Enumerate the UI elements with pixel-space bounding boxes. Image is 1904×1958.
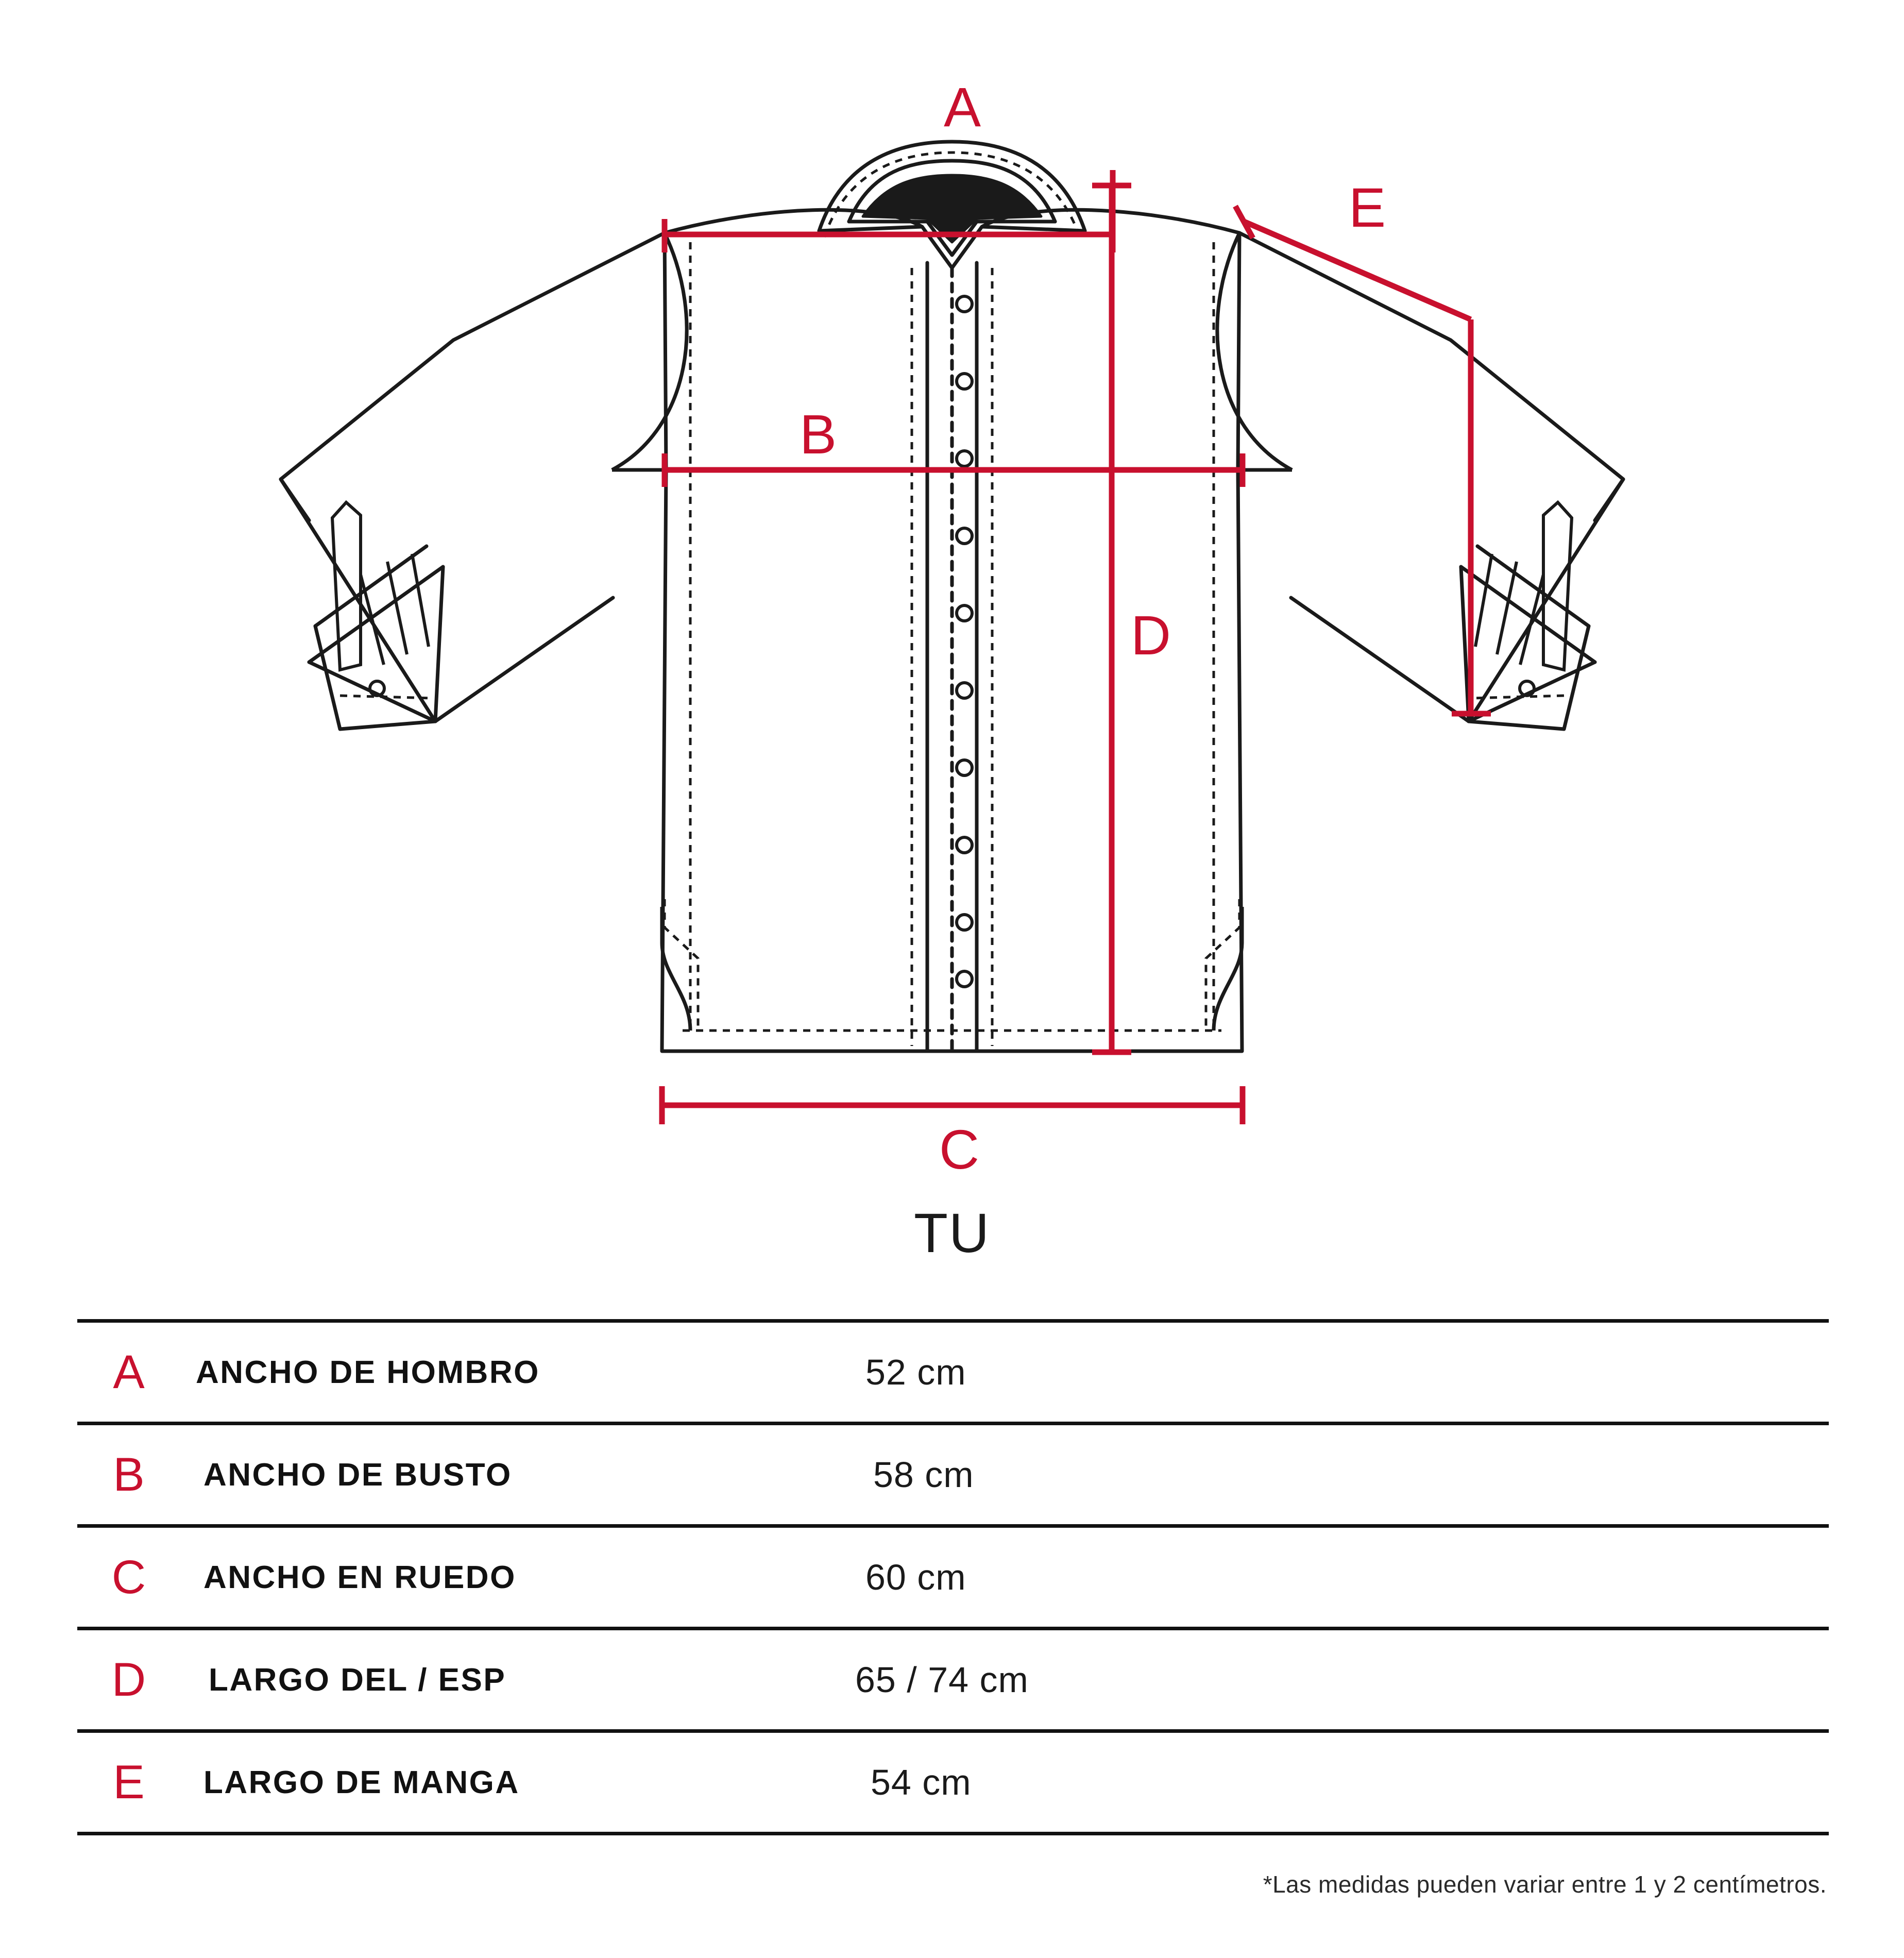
label-b: B	[799, 403, 837, 465]
row-label: ANCHO EN RUEDO	[203, 1559, 516, 1595]
measurements-table	[77, 1319, 1829, 1835]
table-divider	[77, 1319, 1829, 1323]
table-divider	[77, 1832, 1829, 1835]
row-value: 58 cm	[873, 1455, 974, 1495]
table-divider	[77, 1627, 1829, 1630]
table-row	[77, 1630, 1829, 1729]
row-letter: A	[113, 1346, 145, 1398]
footnote: *Las medidas pueden variar entre 1 y 2 centímetros.	[1263, 1871, 1827, 1898]
row-letter: D	[111, 1653, 146, 1706]
table-row	[77, 1528, 1829, 1627]
table-divider	[77, 1524, 1829, 1528]
row-letter: E	[113, 1756, 145, 1809]
table-row	[77, 1425, 1829, 1524]
size-title: TU	[914, 1202, 990, 1264]
row-value: 65 / 74 cm	[855, 1660, 1029, 1700]
table-row	[77, 1323, 1829, 1422]
label-d: D	[1131, 604, 1171, 666]
row-label: LARGO DE MANGA	[203, 1764, 520, 1800]
table-divider	[77, 1422, 1829, 1425]
label-e: E	[1348, 176, 1386, 239]
table-row	[77, 1733, 1829, 1832]
row-letter: C	[111, 1551, 146, 1603]
row-label: ANCHO DE BUSTO	[203, 1457, 512, 1493]
row-value: 54 cm	[871, 1762, 972, 1802]
row-label: ANCHO DE HOMBRO	[196, 1354, 540, 1390]
label-c: C	[939, 1118, 979, 1180]
row-value: 52 cm	[865, 1352, 966, 1392]
label-a: A	[943, 76, 981, 138]
table-divider	[77, 1729, 1829, 1733]
row-label: LARGO DEL / ESP	[209, 1662, 506, 1698]
row-letter: B	[113, 1448, 145, 1501]
row-value: 60 cm	[865, 1557, 966, 1597]
